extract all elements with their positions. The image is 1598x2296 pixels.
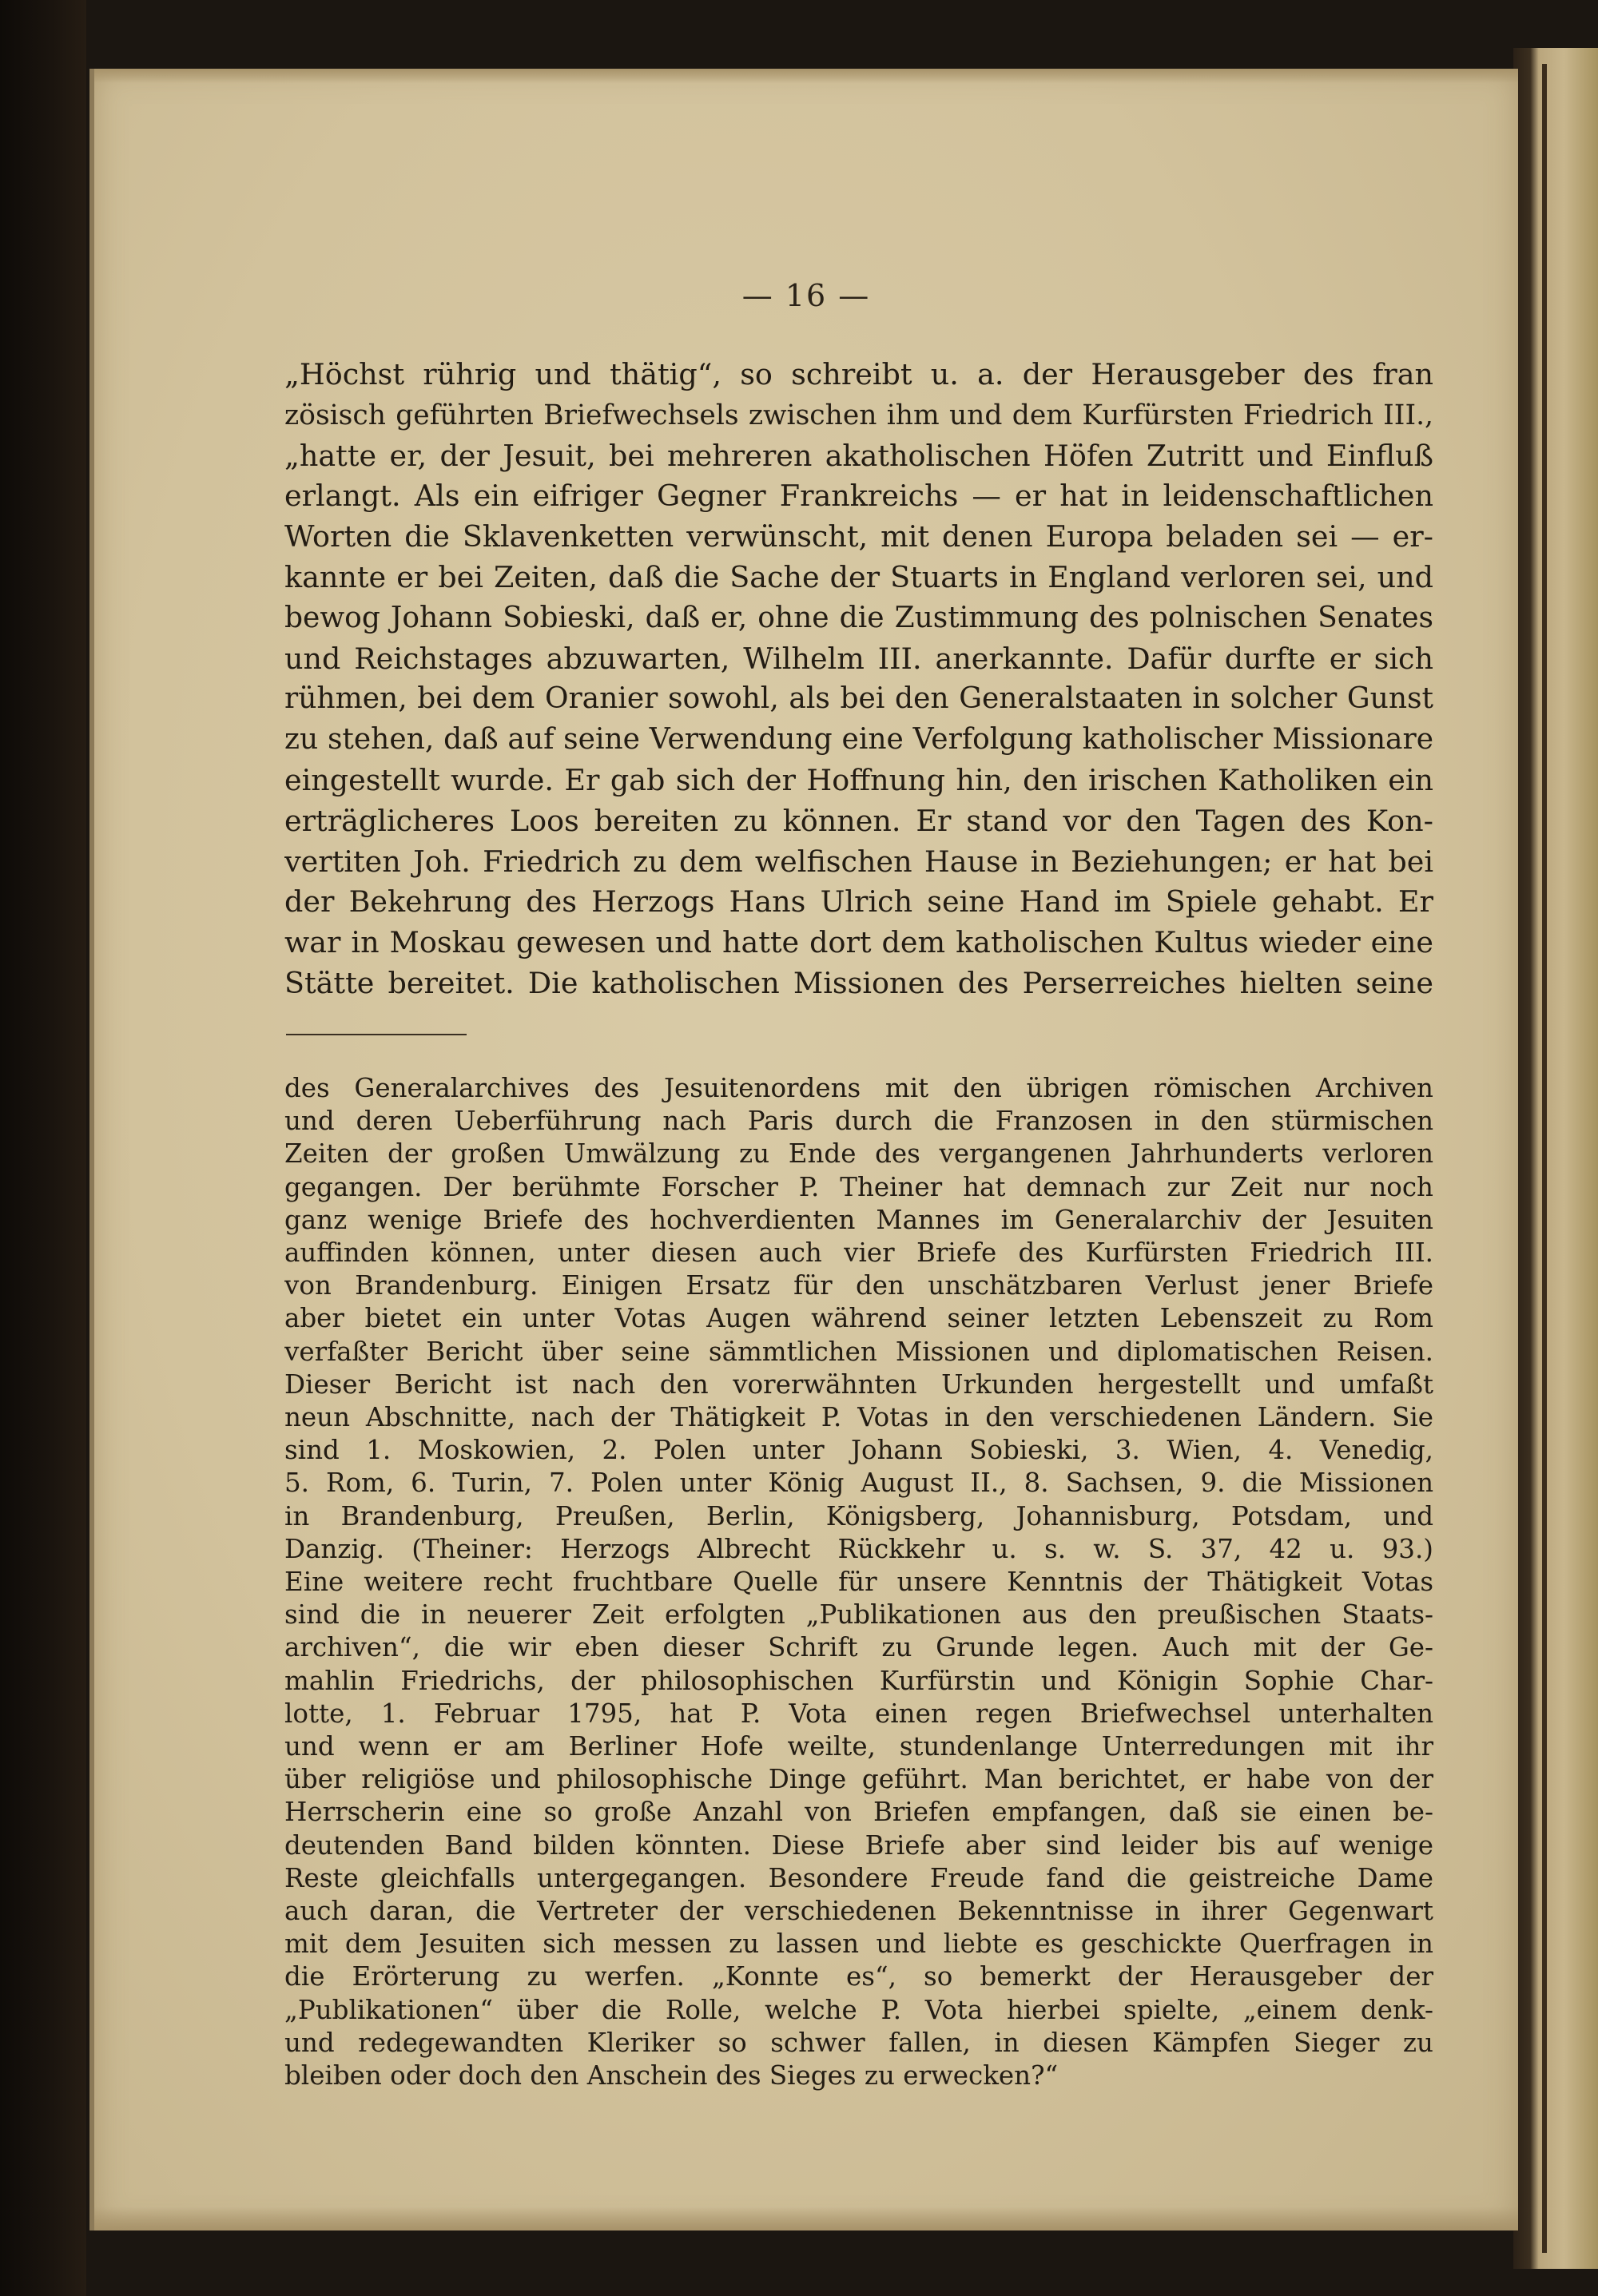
- page-number: — 16 —: [741, 278, 871, 313]
- footnote-line: archiven“, die wir eben dieser Schrift zu Grunde legen. Auch mit der Ge-: [284, 1632, 1433, 1663]
- main-text-line: eingestellt wurde. Er gab sich der Hoffnung hin, den irischen Katholiken ein: [284, 762, 1433, 797]
- main-text-line: der Bekehrung des Herzogs Hans Ulrich seine Hand im Spiele gehabt. Er: [284, 884, 1433, 920]
- footnote-line: lotte, 1. Februar 1795, hat P. Vota einen regen Briefwechsel unterhalten: [284, 1698, 1433, 1729]
- footnote-line: von Brandenburg. Einigen Ersatz für den unschätzbaren Verlust jener Briefe: [284, 1270, 1433, 1301]
- page-top-edge: [94, 69, 1518, 83]
- footnote-line: verfaßter Bericht über seine sämmtlichen Missionen und diplomatischen Reisen.: [284, 1336, 1433, 1367]
- page-gutter-strip: [1542, 64, 1547, 2253]
- main-text-block: [284, 355, 1433, 1004]
- main-text-line: „hatte er, der Jesuit, bei mehreren akatholischen Höfen Zutritt und Einfluß: [284, 438, 1433, 473]
- main-text-line: bewog Johann Sobieski, daß er, ohne die Zustimmung des polnischen Senates: [284, 601, 1433, 634]
- main-text-line: erträglicheres Loos bereiten zu können. Er stand vor den Tagen des Kon-: [284, 803, 1433, 838]
- footnote-line: sind 1. Moskowien, 2. Polen unter Johann Sobieski, 3. Wien, 4. Venedig,: [284, 1435, 1433, 1466]
- footnote-line: gegangen. Der berühmte Forscher P. Theiner hat demnach zur Zeit nur noch: [284, 1171, 1433, 1202]
- main-text-line: erlangt. Als ein eifriger Gegner Frankreichs — er hat in leidenschaftlichen: [284, 479, 1433, 514]
- main-text-line: „Höchst rührig und thätig“, so schreibt u. a. der Herausgeber des fran: [284, 357, 1433, 391]
- main-text-line: war in Moskau gewesen und hatte dort dem katholischen Kultus wieder eine: [284, 925, 1433, 960]
- page-bottom-edge: [94, 2207, 1518, 2230]
- book-binding-left: [0, 0, 86, 2296]
- footnote-line: die Erörterung zu werfen. „Konnte es“, so bemerkt der Herausgeber der: [284, 1961, 1433, 1992]
- footnote-line: in Brandenburg, Preußen, Berlin, Königsberg, Johannisburg, Potsdam, und: [284, 1500, 1433, 1531]
- footnote-line: neun Abschnitte, nach der Thätigkeit P. Votas in den verschiedenen Ländern. Sie: [284, 1402, 1433, 1433]
- main-text-line: kannte er bei Zeiten, daß die Sache der Stuarts in England verloren sei, und: [284, 559, 1433, 594]
- footnote-line: und deren Ueberführung nach Paris durch die Franzosen in den stürmischen: [284, 1106, 1433, 1137]
- footnote-line: 5. Rom, 6. Turin, 7. Polen unter König August II., 8. Sachsen, 9. die Missionen: [284, 1468, 1433, 1499]
- footnote-line: Danzig. (Theiner: Herzogs Albrecht Rückkehr u. s. w. S. 37, 42 u. 93.): [284, 1533, 1433, 1564]
- main-text-line: vertiten Joh. Friedrich zu dem welfischen Hause in Beziehungen; er hat bei: [284, 844, 1433, 879]
- footnote-line: „Publikationen“ über die Rolle, welche P. Vota hierbei spielte, „einem denk-: [284, 1994, 1433, 2025]
- footnote-line: Zeiten der großen Umwälzung zu Ende des vergangenen Jahrhunderts verloren: [284, 1138, 1433, 1170]
- next-page-edge: [1513, 48, 1598, 2269]
- footnote-line: und redegewandten Kleriker so schwer fallen, in diesen Kämpfen Sieger zu: [284, 2027, 1433, 2058]
- main-text-line: zösisch geführten Briefwechsels zwischen ihm und dem Kurfürsten Friedrich III.,: [284, 399, 1433, 431]
- footnote-line: deutenden Band bilden könnten. Diese Briefe aber sind leider bis auf wenige: [284, 1829, 1433, 1861]
- footnote-line: und wenn er am Berliner Hofe weilte, stundenlange Unterredungen mit ihr: [284, 1731, 1433, 1762]
- footnote-line: des Generalarchives des Jesuitenordens mit den übrigen römischen Archiven: [284, 1073, 1433, 1103]
- main-text-line: Stätte bereitet. Die katholischen Missionen des Perserreiches hielten seine: [284, 965, 1433, 1000]
- main-text-line: rühmen, bei dem Oranier sowohl, als bei den Generalstaaten in solcher Gunst: [284, 682, 1433, 716]
- footnote-separator: [286, 1034, 467, 1035]
- footnote-line: sind die in neuerer Zeit erfolgten „Publikationen aus den preußischen Staats-: [284, 1599, 1433, 1631]
- footnote-line: über religiöse und philosophische Dinge geführt. Man berichtet, er habe von der: [284, 1764, 1433, 1795]
- main-text-line: zu stehen, daß auf seine Verwendung eine Verfolgung katholischer Missionare: [284, 723, 1433, 757]
- footnote-line: mahlin Friedrichs, der philosophischen Kurfürstin und Königin Sophie Char-: [284, 1665, 1433, 1696]
- footnote-line: auffinden können, unter diesen auch vier Briefe des Kurfürsten Friedrich III.: [284, 1237, 1433, 1269]
- footnote-line: Eine weitere recht fruchtbare Quelle für unsere Kenntnis der Thätigkeit Votas: [284, 1567, 1433, 1598]
- footnote-line: mit dem Jesuiten sich messen zu lassen und liebte es geschickte Querfragen in: [284, 1929, 1433, 1960]
- main-text-line: und Reichstages abzuwarten, Wilhelm III. anerkannte. Dafür durfte er sich: [284, 641, 1433, 676]
- book-page: [89, 69, 1518, 2230]
- footnote-line: Dieser Bericht ist nach den vorerwähnten Urkunden hergestellt und umfaßt: [284, 1368, 1433, 1400]
- main-text-line: Worten die Sklavenketten verwünscht, mit denen Europa beladen sei — er-: [284, 519, 1433, 554]
- footnote-block: [284, 1072, 1433, 2092]
- footnote-line: Reste gleichfalls untergegangen. Besondere Freude fand die geistreiche Dame: [284, 1862, 1433, 1893]
- footnote-line: auch daran, die Vertreter der verschiedenen Bekenntnisse in ihrer Gegenwart: [284, 1896, 1433, 1927]
- footnote-line: ganz wenige Briefe des hochverdienten Mannes im Generalarchiv der Jesuiten: [284, 1204, 1433, 1235]
- footnote-line: aber bietet ein unter Votas Augen während seiner letzten Lebenszeit zu Rom: [284, 1303, 1433, 1334]
- footnote-line: Herrscherin eine so große Anzahl von Briefen empfangen, daß sie einen be-: [284, 1797, 1433, 1828]
- footnote-line: bleiben oder doch den Anschein des Sieges zu erwecken?“: [284, 2060, 1059, 2091]
